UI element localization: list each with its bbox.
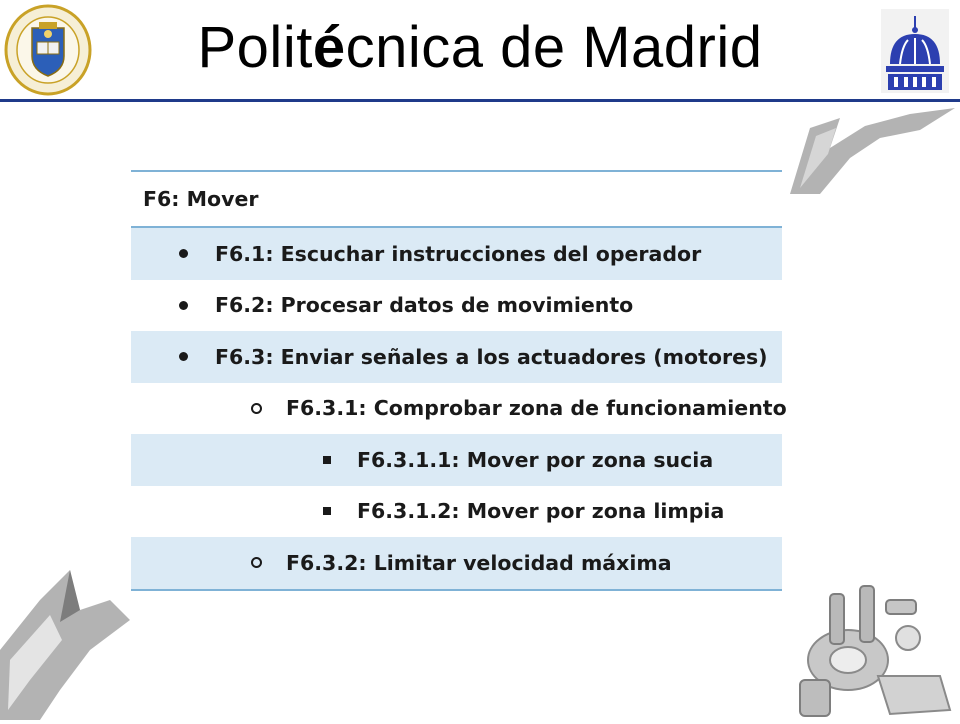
dome-logo — [880, 8, 950, 94]
row-text: F6.3.1.2: Mover por zona limpia — [357, 499, 725, 524]
table-row — [131, 280, 782, 332]
title-part-2: cnica de Madrid — [345, 15, 763, 80]
bullet-ring-icon — [251, 403, 262, 414]
page-title — [0, 12, 960, 84]
title-accent: é — [312, 15, 346, 80]
row-text: F6.3.1: Comprobar zona de funcionamiento — [286, 396, 787, 421]
bullet-square-icon — [323, 507, 331, 515]
table-row — [131, 228, 782, 280]
table-row — [131, 331, 782, 383]
table-row — [131, 537, 782, 589]
function-table — [131, 170, 787, 591]
bullet-dot-icon — [179, 352, 188, 361]
decorative-robot-parts — [790, 580, 960, 720]
row-text: F6.3.2: Limitar velocidad máxima — [286, 550, 672, 575]
bullet-dot-icon — [179, 301, 188, 310]
header-divider — [0, 99, 960, 102]
table-heading: F6: Mover — [143, 187, 259, 211]
table-row — [131, 383, 787, 435]
row-text: F6.2: Procesar datos de movimiento — [215, 293, 634, 318]
decorative-metal-shape-left — [0, 560, 140, 720]
row-text: F6.3.1.1: Mover por zona sucia — [357, 447, 714, 472]
table-heading-row — [131, 172, 782, 228]
bullet-dot-icon — [179, 249, 188, 258]
bullet-ring-icon — [251, 557, 262, 568]
table-row — [131, 486, 782, 538]
row-text: F6.1: Escuchar instrucciones del operador — [215, 241, 702, 266]
bullet-square-icon — [323, 456, 331, 464]
table-row — [131, 434, 782, 486]
row-text: F6.3: Enviar señales a los actuadores (motores) — [215, 344, 768, 369]
decorative-metal-shape-top — [770, 108, 960, 194]
title-part-1: Polit — [197, 15, 313, 80]
